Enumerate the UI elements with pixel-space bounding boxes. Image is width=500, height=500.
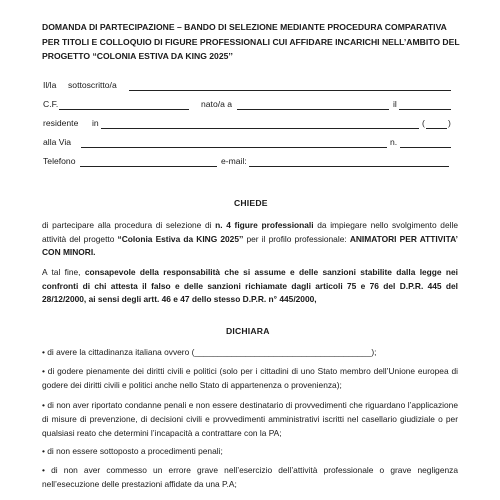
- alla-via-label: alla Via: [43, 137, 72, 147]
- declaration-item-cittadinanza: • di avere la cittadinanza italiana ovvero (______________________________________);: [42, 347, 377, 357]
- form-row-residence: [43, 118, 453, 132]
- email-field[interactable]: [249, 156, 449, 167]
- p1-text-e: per il profilo professionale:: [243, 233, 350, 244]
- province-field[interactable]: [426, 118, 447, 129]
- il-la-label: Il/la: [43, 80, 57, 90]
- paren-open: (: [422, 118, 425, 128]
- paren-close: ): [448, 118, 451, 128]
- name-field[interactable]: [129, 80, 451, 91]
- p1-text-b: n. 4 figure professionali: [215, 220, 314, 230]
- declaration-item-procedimenti: • di non essere sottoposto a procedimenti penali;: [42, 446, 223, 456]
- street-field[interactable]: [81, 137, 387, 148]
- sottoscritto-label: sottoscritto/a: [68, 80, 117, 90]
- residence-city-field[interactable]: [101, 118, 419, 129]
- dichiara-heading: DICHIARA: [226, 326, 270, 336]
- birthdate-field[interactable]: [399, 99, 451, 110]
- document-title: DOMANDA DI PARTECIPAZIONE – BANDO DI SELEZIONE MEDIANTE PROCEDURA COMPARATIVA PER TITOLI E COLLOQUIO DI FIGURE PROFESSIONALI CUI AFFIDARE INCARICHI NELL’AMBITO DEL PROGETTO “COLONIA ESTIVA DA KING 2025’’: [42, 22, 460, 61]
- phone-field[interactable]: [80, 156, 217, 167]
- form-row-address: [43, 137, 453, 151]
- p2-text-a: A tal fine,: [42, 267, 85, 277]
- numero-label: n.: [390, 137, 398, 147]
- form-row-name: [43, 80, 453, 94]
- p1-text-f: ANIMATORI PER ATTIVITA’ CON MINORI.: [42, 233, 458, 258]
- email-label: e-mail:: [221, 156, 247, 166]
- il-label: il: [393, 99, 397, 109]
- p2-text-b: consapevole della responsabilità che si assume e delle sanzioni stabilite dalla legge nei confronti di chi attesta il falso e delle sanzioni richiamate dagli articoli 75 e 76 del D.P.R. 445 del 28/12/2000, ai sensi degli artt. 46 e 47 dello stesso D.P.R. n° 445/2000,: [42, 267, 459, 305]
- p1-text-a: di partecipare alla procedura di selezione di: [42, 220, 216, 230]
- cf-label: C.F.: [43, 99, 59, 109]
- street-number-field[interactable]: [400, 137, 451, 148]
- chiede-paragraph-2: [42, 266, 458, 307]
- cf-field[interactable]: [59, 99, 189, 110]
- birthplace-field[interactable]: [237, 99, 389, 110]
- form-row-birth: [43, 99, 453, 113]
- nato-label: nato/a a: [201, 99, 233, 109]
- p1-text-d: “Colonia Estiva da KING 2025’’: [117, 233, 244, 244]
- telefono-label: Telefono: [43, 156, 76, 166]
- residente-label: residente: [43, 118, 79, 128]
- in-label: in: [92, 118, 99, 128]
- chiede-heading: CHIEDE: [234, 198, 268, 208]
- form-row-contacts: [43, 156, 453, 170]
- declaration-item-condanne: • di non aver riportato condanne penali e non essere destinatario di provvedimenti che riguardano l’applicazione di misure di prevenzione, di decisioni civili e provvedimenti amministrativi iscritti nel casellario giudiziale o per qualsiasi reato che determini l’incapacità a contrattare con la PA;: [42, 400, 458, 438]
- chiede-paragraph-1: [42, 219, 458, 260]
- declaration-item-diritti: • di godere pienamente dei diritti civili e politici (solo per i cittadini di uno Stato membro dell’Unione europea di godere dei diritti civili e politici anche nello Stato di appartenenza o provenienza);: [42, 366, 458, 390]
- declaration-item-errore: • di non aver commesso un errore grave nell’esercizio dell’attività professionale o grave negligenza nell’esecuzione delle prestazioni affidate da una P.A;: [42, 465, 458, 489]
- p1-text-c: da impiegare nello svolgimento delle attività del progetto: [42, 220, 458, 244]
